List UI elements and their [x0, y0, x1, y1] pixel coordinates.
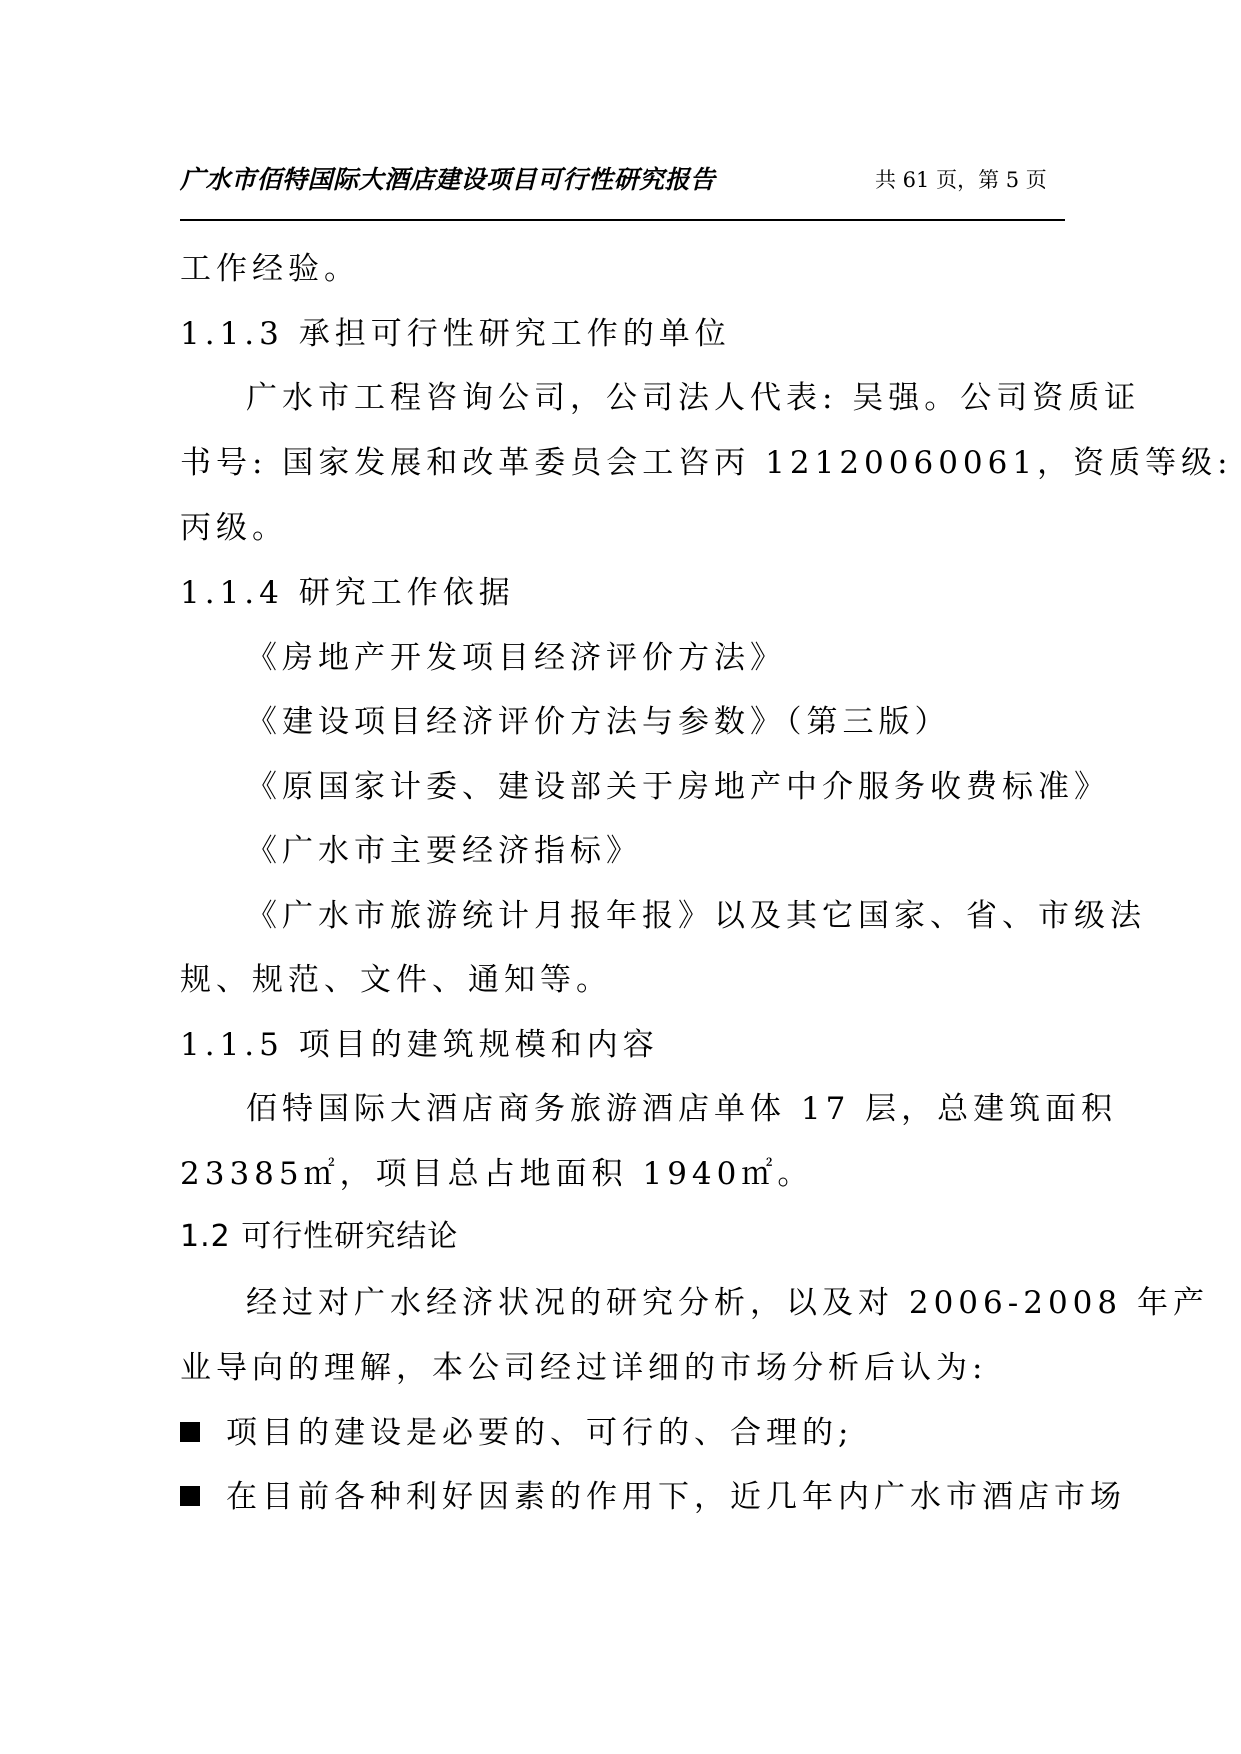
header-divider — [180, 219, 1065, 221]
paragraph-line: 广水市工程咨询公司，公司法人代表: 吴强。公司资质证 — [246, 380, 1141, 416]
section-heading-1-2: 1.2 可行性研究结论 — [180, 1219, 459, 1254]
section-heading-1-1-4: 1.1.4 研究工作依据 — [180, 575, 515, 611]
bullet-item — [180, 1477, 1126, 1517]
reference-item: 《房地产开发项目经济评价方法》 — [246, 640, 786, 676]
bullet-text: 在目前各种利好因素的作用下，近几年内广水市酒店市场 — [226, 1479, 1126, 1515]
paragraph-line: 佰特国际大酒店商务旅游酒店单体 17 层，总建筑面积 — [246, 1091, 1118, 1127]
paragraph-line: 丙级。 — [180, 510, 288, 546]
paragraph-line: 规、规范、文件、通知等。 — [180, 962, 612, 998]
paragraph-line: 经过对广水经济状况的研究分析，以及对 2006-2008 年产 — [246, 1285, 1209, 1321]
reference-item: 《原国家计委、建设部关于房地产中介服务收费标准》 — [246, 769, 1110, 805]
reference-item: 《广水市旅游统计月报年报》以及其它国家、省、市级法 — [246, 898, 1146, 934]
document-title: 广水市佰特国际大酒店建设项目可行性研究报告 — [180, 165, 716, 194]
section-heading-1-1-3: 1.1.3 承担可行性研究工作的单位 — [180, 316, 731, 352]
paragraph-line: 业导向的理解，本公司经过详细的市场分析后认为: — [180, 1350, 988, 1386]
section-heading-1-1-5: 1.1.5 项目的建筑规模和内容 — [180, 1027, 659, 1063]
square-bullet-icon — [180, 1486, 200, 1506]
paragraph-line: 书号: 国家发展和改革委员会工咨丙 12120060061，资质等级: — [180, 445, 1233, 481]
bullet-item — [180, 1413, 853, 1453]
bullet-text: 项目的建设是必要的、可行的、合理的; — [226, 1415, 854, 1451]
paragraph-continuation: 工作经验。 — [180, 251, 360, 287]
reference-item: 《建设项目经济评价方法与参数》（第三版） — [246, 704, 951, 740]
page-number: 共 61 页，第 5 页 — [875, 168, 1047, 192]
paragraph-line: 23385㎡，项目总占地面积 1940㎡。 — [180, 1156, 814, 1192]
square-bullet-icon — [180, 1422, 200, 1442]
reference-item: 《广水市主要经济指标》 — [246, 833, 642, 869]
